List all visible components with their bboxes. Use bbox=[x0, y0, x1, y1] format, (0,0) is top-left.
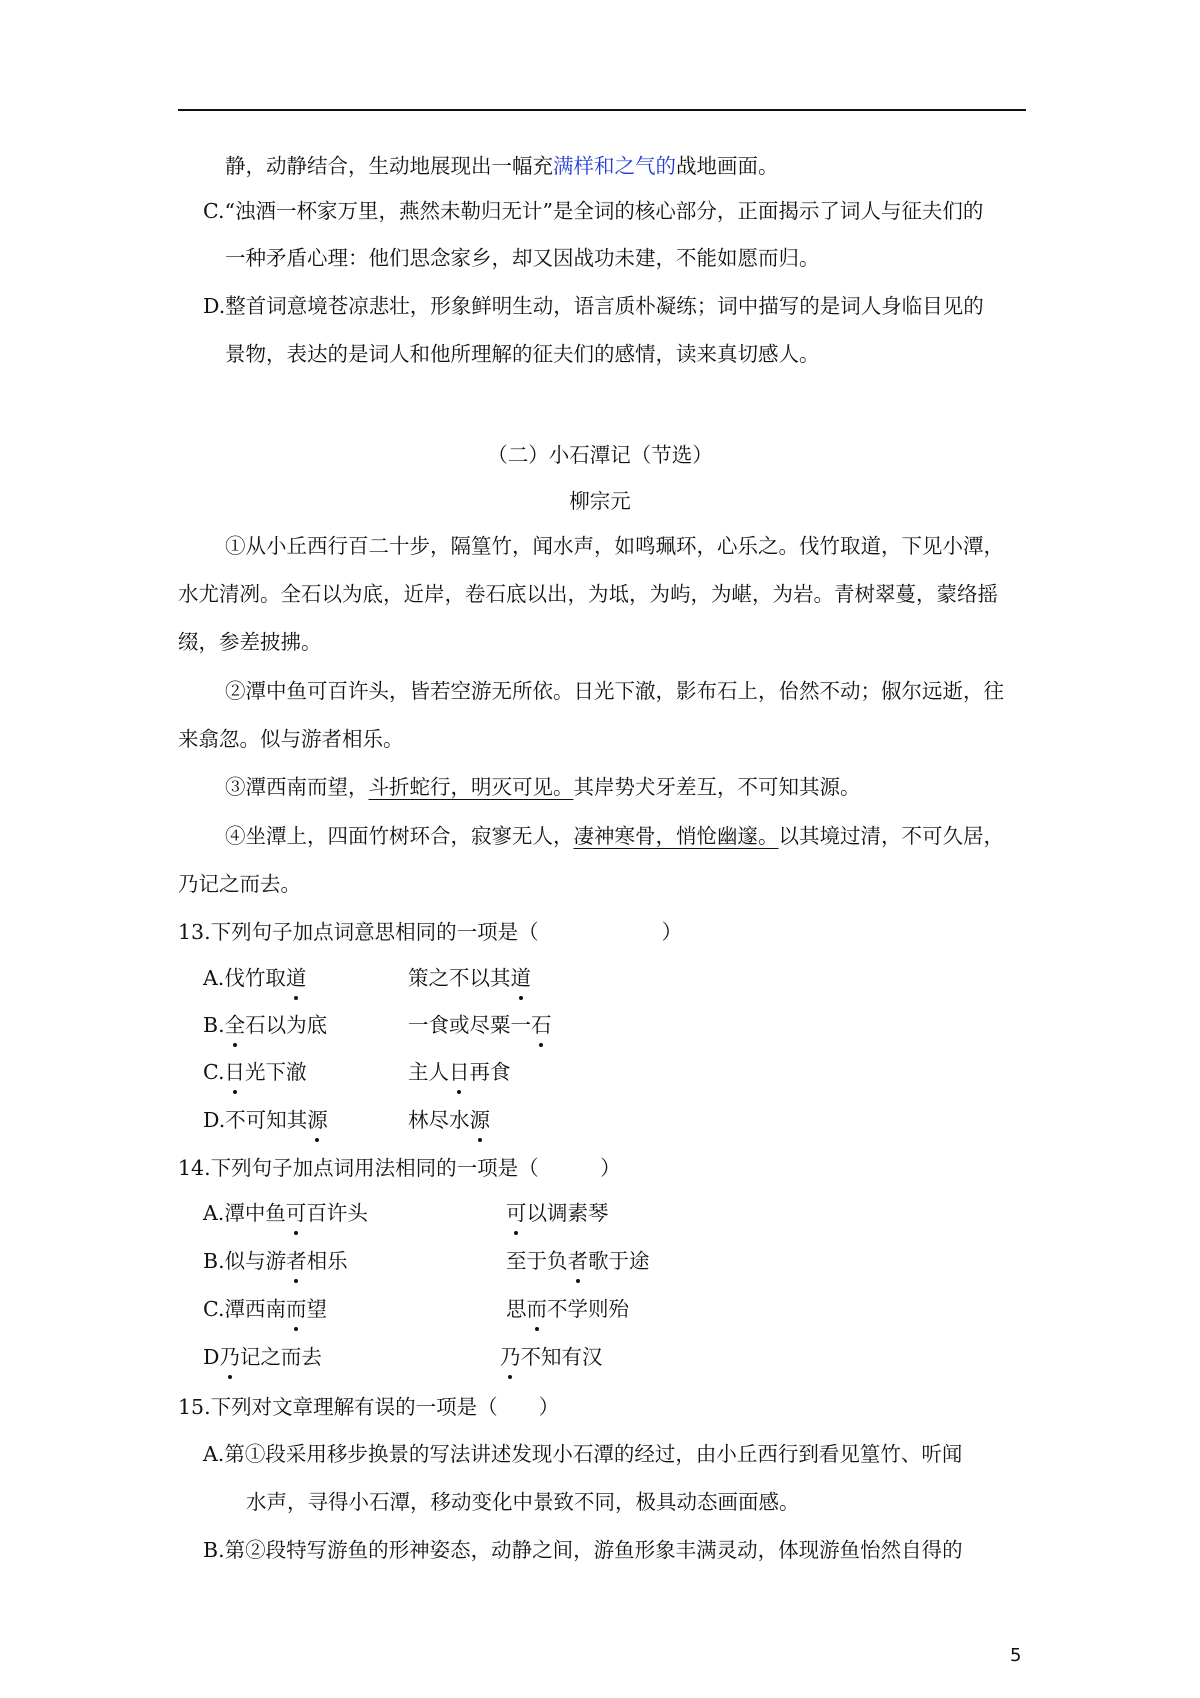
option-c-line2: 一种矛盾心理：他们思念家乡，却又因战功未建，不能如愿而归。 bbox=[225, 246, 820, 270]
paragraph-4-line1 bbox=[225, 822, 1004, 850]
text-segment: 战地画面。 bbox=[676, 154, 779, 178]
paragraph-3 bbox=[225, 773, 861, 801]
dotted-character: 者 bbox=[286, 1249, 307, 1273]
q14-option-d-left: D乃记之而去 bbox=[203, 1345, 322, 1369]
dotted-character: 乃 bbox=[219, 1345, 240, 1369]
header-rule bbox=[178, 109, 1026, 111]
q13-option-d-right: 林尽水源 bbox=[408, 1108, 490, 1132]
paragraph-1-line2: 水尤清冽。全石以为底，近岸，卷石底以出，为坻，为屿，为嵁，为岩。青树翠蔓，蒙络摇 bbox=[178, 582, 998, 606]
dotted-character: 日 bbox=[224, 1060, 245, 1084]
dotted-character: 而 bbox=[526, 1297, 547, 1321]
question-15-stem: 15.下列对文章理解有误的一项是（ ） bbox=[178, 1395, 560, 1419]
author: 柳宗元 bbox=[569, 489, 631, 513]
q15-option-b-line1: B.第②段特写游鱼的形神姿态，动静之间，游鱼形象丰满灵动，体现游鱼怡然自得的 bbox=[203, 1538, 963, 1562]
paragraph-1-line1: ①从小丘西行百二十步，隔篁竹，闻水声，如鸣珮环，心乐之。伐竹取道，下见小潭， bbox=[225, 534, 1004, 558]
dotted-character: 日 bbox=[449, 1060, 470, 1084]
underlined-text: 斗折蛇行，明灭可见。 bbox=[368, 775, 574, 799]
text-segment: ④坐潭上，四面竹树环合，寂寥无人， bbox=[225, 824, 574, 848]
q15-option-a-line2: 水声，寻得小石潭，移动变化中景致不同，极具动态画面感。 bbox=[246, 1490, 800, 1514]
text-segment: 静，动静结合，生动地展现出一幅充 bbox=[225, 154, 553, 178]
q14-option-a-left: A.潭中鱼可百许头 bbox=[203, 1201, 368, 1225]
paragraph-4-line2: 乃记之而去。 bbox=[178, 872, 301, 896]
q14-option-c-left: C.潭西南而望 bbox=[203, 1297, 327, 1321]
text-segment: 其岸势犬牙差互，不可知其源。 bbox=[573, 775, 861, 799]
q14-option-a-right: 可以调素琴 bbox=[506, 1201, 609, 1225]
q14-option-d-right: 乃不知有汉 bbox=[500, 1345, 603, 1369]
q15-option-a-line1: A.第①段采用移步换景的写法讲述发现小石潭的经过，由小丘西行到看见篁竹、听闻 bbox=[203, 1442, 963, 1466]
q13-option-a-left: A.伐竹取道 bbox=[203, 966, 307, 990]
dotted-character: 者 bbox=[567, 1249, 588, 1273]
option-d-line1: D.整首词意境苍凉悲壮，形象鲜明生动，语言质朴凝练；词中描写的是词人身临目见的 bbox=[203, 294, 984, 318]
dotted-character: 源 bbox=[469, 1108, 490, 1132]
q14-option-c-right: 思而不学则殆 bbox=[506, 1297, 629, 1321]
question-13-stem: 13.下列句子加点词意思相同的一项是（ ） bbox=[178, 920, 683, 944]
q13-option-b-right: 一食或尽粟一石 bbox=[408, 1013, 552, 1037]
dotted-character: 乃 bbox=[500, 1345, 521, 1369]
option-c-line1: C.“浊酒一杯家万里，燕然未勒归无计”是全词的核心部分，正面揭示了词人与征夫们的 bbox=[203, 199, 984, 223]
text-segment: 以其境过清，不可久居， bbox=[778, 824, 1004, 848]
q13-option-a-right: 策之不以其道 bbox=[408, 966, 531, 990]
paragraph-2-line2: 来翕忽。似与游者相乐。 bbox=[178, 727, 404, 751]
q14-option-b-left: B.似与游者相乐 bbox=[203, 1249, 348, 1273]
option-b-continuation bbox=[225, 152, 779, 180]
option-d-line2: 景物，表达的是词人和他所理解的征夫们的感情，读来真切感人。 bbox=[225, 342, 820, 366]
dotted-character: 道 bbox=[510, 966, 531, 990]
dotted-character: 而 bbox=[285, 1297, 307, 1321]
page-number: 5 bbox=[1010, 1645, 1022, 1666]
dotted-character: 道 bbox=[285, 966, 307, 990]
underlined-text: 凄神寒骨，悄怆幽邃。 bbox=[573, 824, 779, 848]
highlighted-text: 满样和之气的 bbox=[553, 154, 676, 178]
dotted-character: 源 bbox=[307, 1108, 328, 1132]
q13-option-d-left: D.不可知其源 bbox=[203, 1108, 328, 1132]
q13-option-b-left: B.全石以为底 bbox=[203, 1013, 328, 1037]
text-segment: ③潭西南而望， bbox=[225, 775, 369, 799]
question-14-stem: 14.下列句子加点词用法相同的一项是（ ） bbox=[178, 1156, 621, 1180]
q13-option-c-right: 主人日再食 bbox=[408, 1060, 511, 1084]
paragraph-1-line3: 缀，参差披拂。 bbox=[178, 630, 322, 654]
dotted-character: 全 bbox=[224, 1013, 246, 1037]
q13-option-c-left: C.日光下澈 bbox=[203, 1060, 307, 1084]
q14-option-b-right: 至于负者歌于途 bbox=[506, 1249, 650, 1273]
dotted-character: 石 bbox=[531, 1013, 552, 1037]
dotted-character: 可 bbox=[506, 1201, 527, 1225]
section-title: （二）小石潭记（节选） bbox=[487, 443, 713, 467]
paragraph-2-line1: ②潭中鱼可百许头，皆若空游无所依。日光下澈，影布石上，佁然不动；俶尔远逝，往 bbox=[225, 679, 1004, 703]
dotted-character: 可 bbox=[285, 1201, 307, 1225]
